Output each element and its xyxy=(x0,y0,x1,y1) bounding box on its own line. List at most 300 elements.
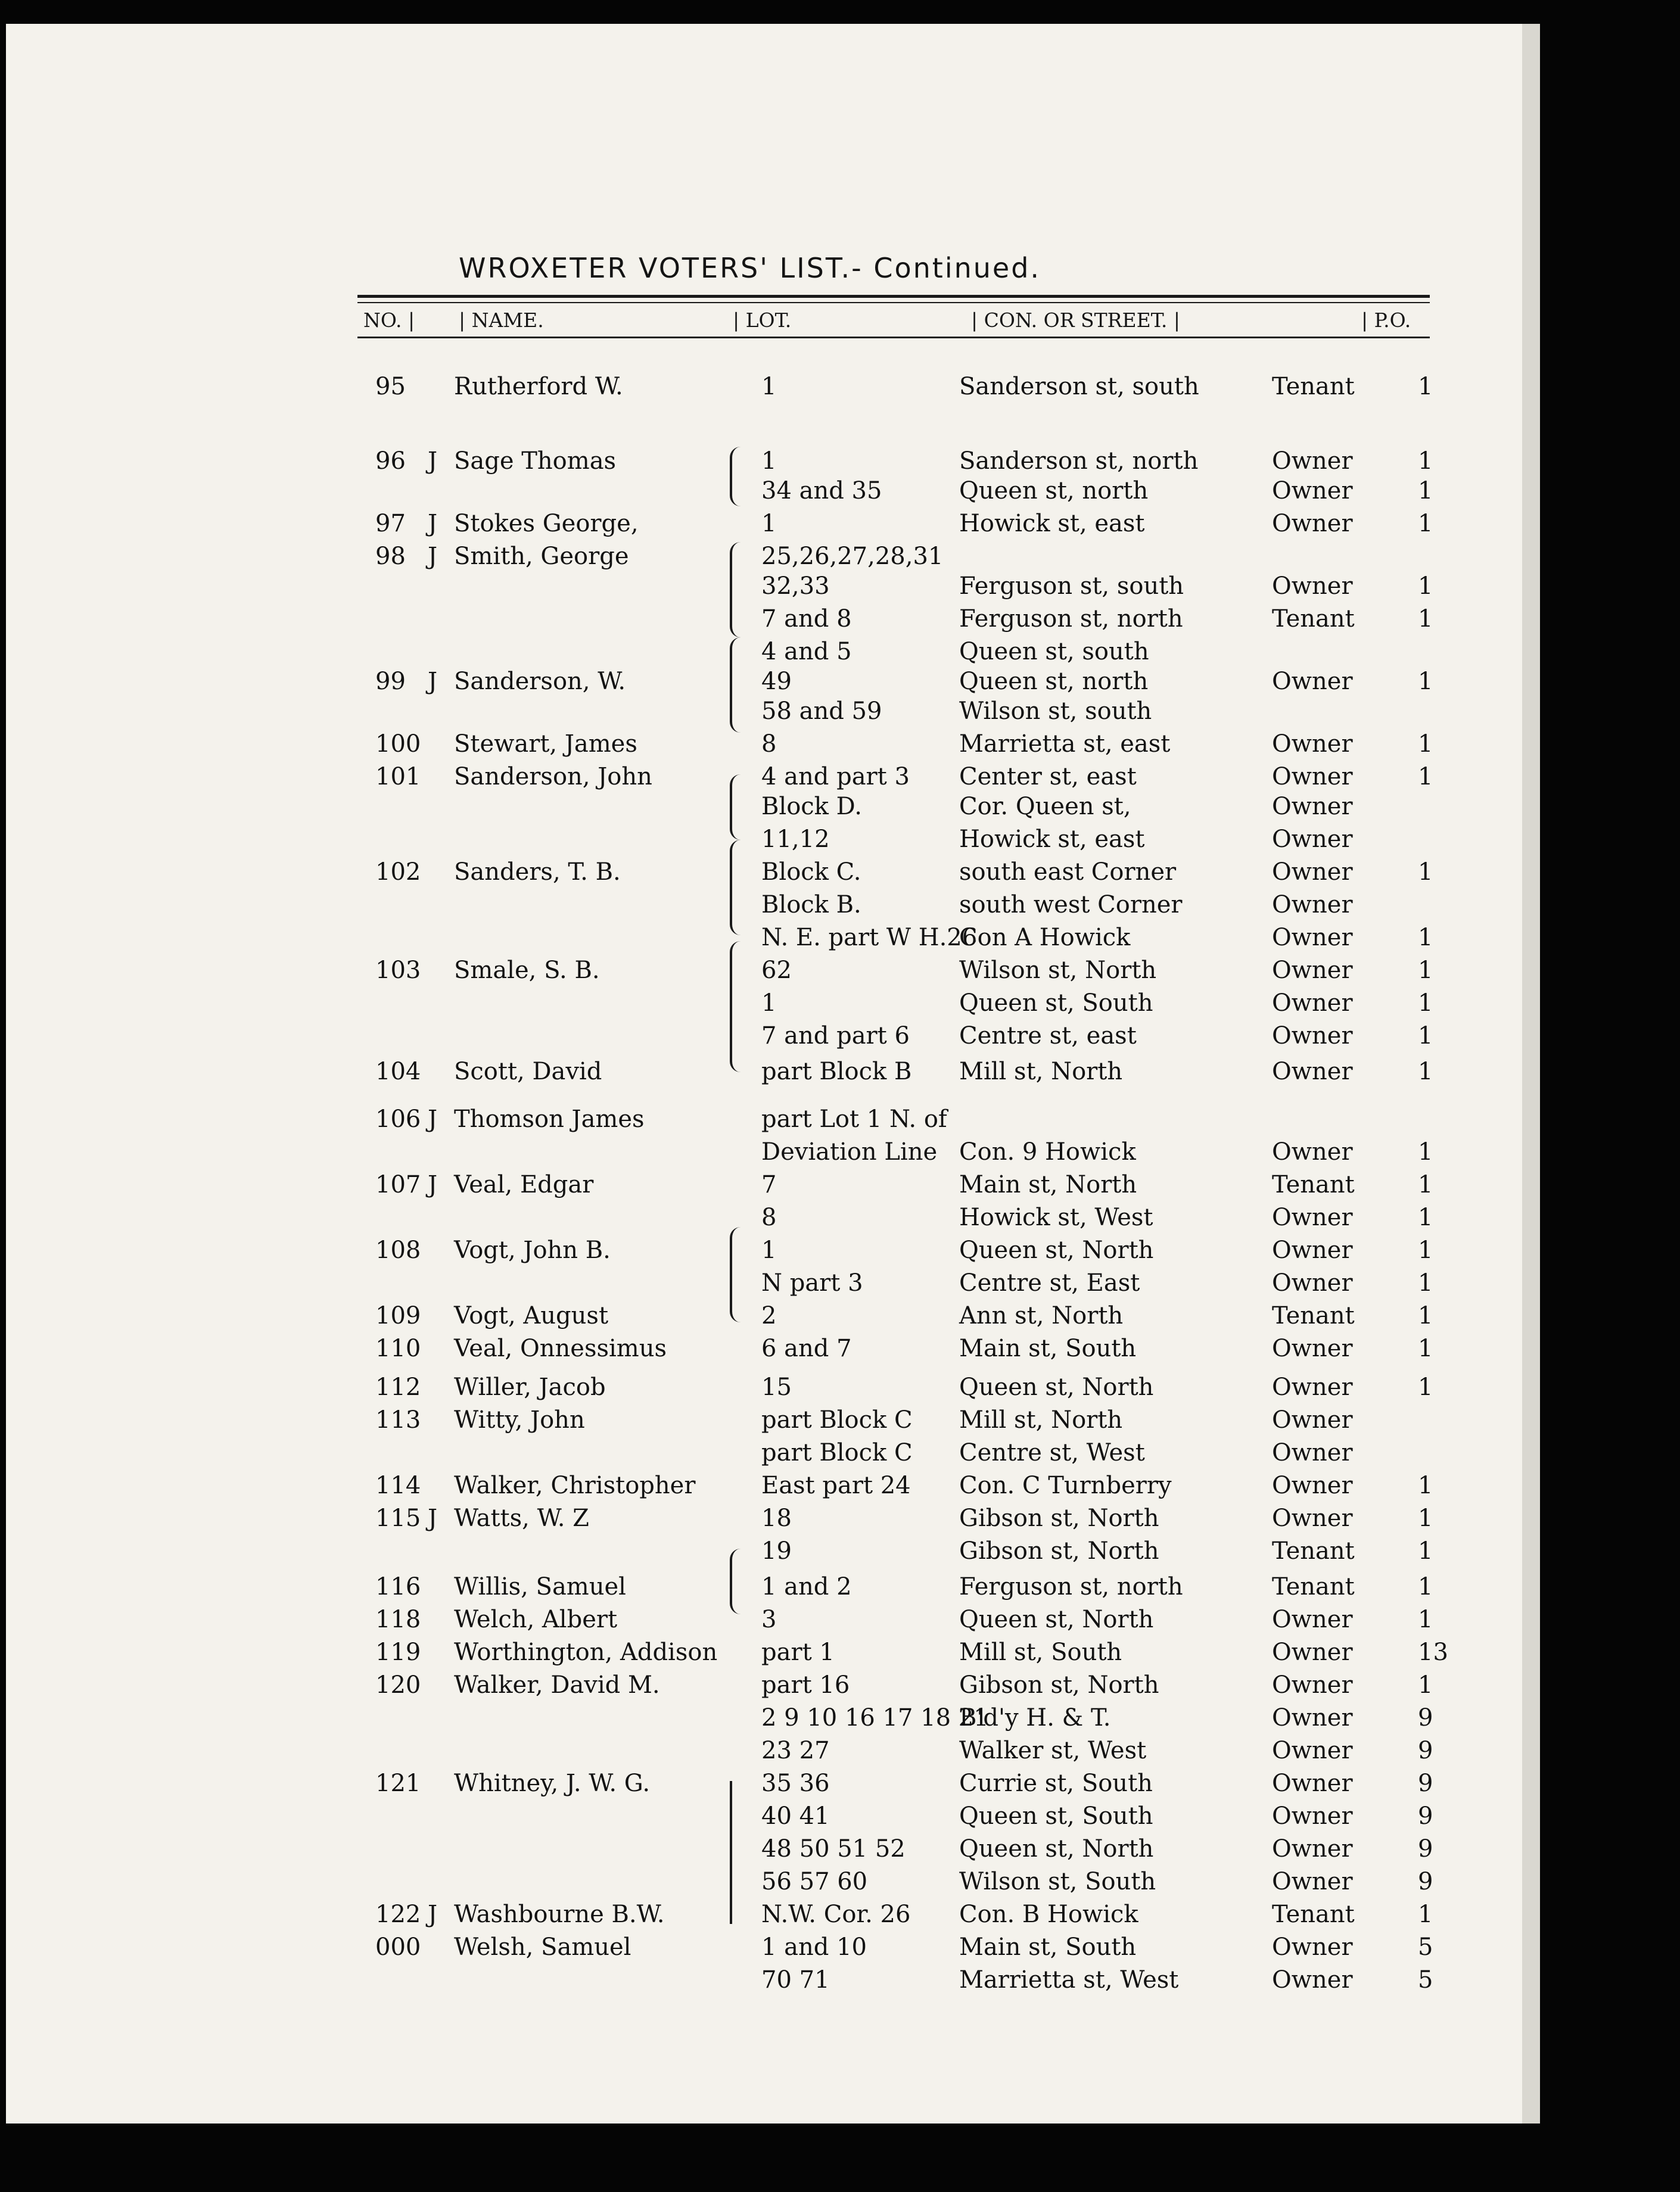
table-row xyxy=(6,1504,1531,1537)
cell-lot: 1 xyxy=(761,1237,777,1264)
cell-no: 119 xyxy=(375,1639,421,1666)
cell-con: Mill st, North xyxy=(959,1406,1123,1434)
cell-con: Queen st, south xyxy=(959,638,1149,665)
cell-status: Owner xyxy=(1272,826,1353,853)
cell-lot: 40 41 xyxy=(761,1802,830,1830)
cell-po: 1 xyxy=(1418,477,1433,505)
group-brace xyxy=(730,840,744,935)
table-row xyxy=(6,509,1531,543)
cell-name: Rutherford W. xyxy=(454,373,623,400)
table-row xyxy=(6,956,1531,989)
cell-no: 110 xyxy=(375,1335,421,1362)
cell-status: Tenant xyxy=(1272,1537,1355,1565)
cell-status: Owner xyxy=(1272,957,1353,984)
cell-j: J xyxy=(428,543,438,570)
table-row xyxy=(6,1170,1531,1204)
cell-no: 101 xyxy=(375,763,421,790)
cell-lot: East part 24 xyxy=(761,1472,911,1499)
cell-lot: 1 xyxy=(761,989,777,1017)
group-brace xyxy=(730,637,744,733)
cell-status: Owner xyxy=(1272,793,1353,820)
cell-lot: 8 xyxy=(761,730,777,758)
cell-lot: part Block C xyxy=(761,1406,913,1434)
cell-con: Main st, South xyxy=(959,1335,1137,1362)
cell-no: 106 xyxy=(375,1106,421,1133)
group-brace xyxy=(730,774,744,840)
cell-j: J xyxy=(428,1901,438,1928)
cell-status: Owner xyxy=(1272,1737,1353,1764)
table-row xyxy=(6,1057,1531,1091)
cell-lot: N.W. Cor. 26 xyxy=(761,1901,911,1928)
table-row xyxy=(6,730,1531,763)
cell-status: Owner xyxy=(1272,989,1353,1017)
cell-lot: 1 and 10 xyxy=(761,1933,867,1961)
cell-con: south west Corner xyxy=(959,891,1183,918)
cell-no: 102 xyxy=(375,858,421,886)
header-lot: | LOT. xyxy=(733,309,792,332)
cell-po: 1 xyxy=(1418,1058,1433,1085)
cell-no: 109 xyxy=(375,1302,421,1329)
cell-con: Cor. Queen st, xyxy=(959,793,1131,820)
header-no: NO. | xyxy=(363,309,415,332)
cell-name: Whitney, J. W. G. xyxy=(454,1770,651,1797)
cell-con: south east Corner xyxy=(959,858,1177,886)
cell-con: Con. B Howick xyxy=(959,1901,1138,1928)
cell-con: Queen st, north xyxy=(959,668,1149,695)
cell-name: Willer, Jacob xyxy=(454,1374,606,1401)
cell-po: 1 xyxy=(1418,1138,1433,1166)
cell-con: Queen st, North xyxy=(959,1237,1154,1264)
table-row xyxy=(6,1302,1531,1335)
cell-name: Vogt, August xyxy=(454,1302,609,1329)
table-row xyxy=(6,1605,1531,1639)
table-row xyxy=(6,792,1531,826)
cell-status: Owner xyxy=(1272,1335,1353,1362)
cell-lot: 2 xyxy=(761,1302,777,1329)
table-row xyxy=(6,1867,1531,1901)
cell-lot: Block D. xyxy=(761,793,862,820)
cell-status: Tenant xyxy=(1272,1901,1355,1928)
cell-po: 5 xyxy=(1418,1966,1433,1994)
cell-po: 1 xyxy=(1418,373,1433,400)
cell-no: 121 xyxy=(375,1770,421,1797)
cell-po: 1 xyxy=(1418,858,1433,886)
cell-no: 103 xyxy=(375,957,421,984)
cell-lot: 32,33 xyxy=(761,572,830,600)
cell-no: 97 xyxy=(375,510,406,537)
cell-po: 9 xyxy=(1418,1737,1433,1764)
cell-con: Queen st, South xyxy=(959,989,1153,1017)
cell-lot: 19 xyxy=(761,1537,792,1565)
cell-status: Owner xyxy=(1272,668,1353,695)
cell-lot: 6 and 7 xyxy=(761,1335,852,1362)
cell-name: Stokes George, xyxy=(454,510,639,537)
cell-po: 9 xyxy=(1418,1770,1433,1797)
table-row xyxy=(6,858,1531,891)
table-row xyxy=(6,1537,1531,1570)
cell-con: Centre st, East xyxy=(959,1269,1140,1297)
table-row xyxy=(6,1802,1531,1835)
table-row xyxy=(6,1671,1531,1704)
cell-status: Owner xyxy=(1272,1868,1353,1895)
cell-name: Sage Thomas xyxy=(454,447,617,475)
table-row xyxy=(6,372,1531,406)
cell-lot: 11,12 xyxy=(761,826,830,853)
cell-lot: 62 xyxy=(761,957,792,984)
cell-con: Con. 9 Howick xyxy=(959,1138,1136,1166)
cell-lot: 25,26,27,28,31 xyxy=(761,543,944,570)
cell-no: 112 xyxy=(375,1374,421,1401)
cell-po: 1 xyxy=(1418,1671,1433,1699)
table-row xyxy=(6,989,1531,1022)
cell-con: Sanderson st, north xyxy=(959,447,1199,475)
cell-lot: part Block C xyxy=(761,1439,913,1466)
table-row xyxy=(6,1736,1531,1770)
table-row xyxy=(6,1704,1531,1737)
cell-no: 118 xyxy=(375,1606,421,1633)
cell-status: Owner xyxy=(1272,1269,1353,1297)
cell-j: J xyxy=(428,510,438,537)
cell-po: 1 xyxy=(1418,1335,1433,1362)
header-po: | P.O. xyxy=(1361,309,1411,332)
cell-status: Owner xyxy=(1272,1058,1353,1085)
table-row xyxy=(6,762,1531,796)
cell-name: Thomson James xyxy=(454,1106,645,1133)
cell-name: Walker, Christopher xyxy=(454,1472,696,1499)
group-brace xyxy=(730,1227,744,1322)
document-page xyxy=(6,24,1531,2124)
table-row xyxy=(6,1966,1531,1999)
table-row xyxy=(6,825,1531,858)
cell-con: Centre st, east xyxy=(959,1022,1137,1050)
cell-lot: 3 xyxy=(761,1606,777,1633)
cell-status: Owner xyxy=(1272,510,1353,537)
table-row xyxy=(6,1900,1531,1933)
cell-status: Owner xyxy=(1272,1966,1353,1994)
cell-lot: 1 xyxy=(761,447,777,475)
cell-status: Tenant xyxy=(1272,1573,1355,1601)
cell-lot: 7 and part 6 xyxy=(761,1022,910,1050)
cell-no: 104 xyxy=(375,1058,421,1085)
cell-j: J xyxy=(428,447,438,475)
cell-lot: 15 xyxy=(761,1374,792,1401)
cell-status: Owner xyxy=(1272,1472,1353,1499)
cell-name: Veal, Edgar xyxy=(454,1171,594,1198)
cell-con: Main st, North xyxy=(959,1171,1137,1198)
cell-name: Washbourne B.W. xyxy=(454,1901,665,1928)
cell-status: Owner xyxy=(1272,924,1353,951)
cell-no: 99 xyxy=(375,668,406,695)
cell-lot: 56 57 60 xyxy=(761,1868,868,1895)
cell-con: Centre st, West xyxy=(959,1439,1145,1466)
cell-po: 1 xyxy=(1418,1606,1433,1633)
cell-con: B'd'y H. & T. xyxy=(959,1704,1111,1732)
cell-lot: 58 and 59 xyxy=(761,698,882,725)
cell-lot: part Lot 1 N. of xyxy=(761,1106,947,1133)
cell-name: Welsh, Samuel xyxy=(454,1933,631,1961)
cell-name: Sanders, T. B. xyxy=(454,858,621,886)
cell-lot: 1 xyxy=(761,510,777,537)
cell-status: Owner xyxy=(1272,1835,1353,1863)
cell-po: 1 xyxy=(1418,1901,1433,1928)
cell-status: Owner xyxy=(1272,1802,1353,1830)
cell-po: 1 xyxy=(1418,1302,1433,1329)
cell-name: Smith, George xyxy=(454,543,629,570)
cell-status: Owner xyxy=(1272,1022,1353,1050)
cell-con: Gibson st, North xyxy=(959,1671,1159,1699)
cell-no: 122 xyxy=(375,1901,421,1928)
cell-lot: 7 and 8 xyxy=(761,605,852,633)
cell-con: Mill st, South xyxy=(959,1639,1122,1666)
table-row xyxy=(6,890,1531,924)
cell-name: Welch, Albert xyxy=(454,1606,618,1633)
cell-status: Owner xyxy=(1272,1639,1353,1666)
table-row xyxy=(6,1203,1531,1237)
cell-po: 1 xyxy=(1418,1022,1433,1050)
cell-name: Willis, Samuel xyxy=(454,1573,626,1601)
group-brace xyxy=(730,1549,744,1614)
cell-status: Tenant xyxy=(1272,1171,1355,1198)
cell-con: Mill st, North xyxy=(959,1058,1123,1085)
cell-po: 1 xyxy=(1418,1472,1433,1499)
cell-lot: part Block B xyxy=(761,1058,912,1085)
cell-con: Center st, east xyxy=(959,763,1137,790)
table-row xyxy=(6,1573,1531,1606)
header-name: | NAME. xyxy=(459,309,544,332)
table-row xyxy=(6,1105,1531,1138)
group-brace xyxy=(730,447,744,506)
cell-lot: 35 36 xyxy=(761,1770,830,1797)
cell-po: 1 xyxy=(1418,1537,1433,1565)
cell-po: 1 xyxy=(1418,957,1433,984)
cell-j: J xyxy=(428,1106,438,1133)
cell-po: 1 xyxy=(1418,605,1433,633)
cell-status: Tenant xyxy=(1272,373,1355,400)
table-row xyxy=(6,1022,1531,1055)
header-rule xyxy=(357,337,1430,338)
cell-con: Queen st, North xyxy=(959,1835,1154,1863)
cell-po: 1 xyxy=(1418,1573,1433,1601)
cell-status: Owner xyxy=(1272,1671,1353,1699)
cell-con: Ferguson st, north xyxy=(959,605,1183,633)
cell-po: 5 xyxy=(1418,1933,1433,1961)
cell-con: Queen st, North xyxy=(959,1606,1154,1633)
cell-status: Owner xyxy=(1272,1505,1353,1532)
cell-po: 1 xyxy=(1418,1204,1433,1231)
cell-po: 1 xyxy=(1418,924,1433,951)
cell-con: Ferguson st, south xyxy=(959,572,1184,600)
cell-lot: 48 50 51 52 xyxy=(761,1835,906,1863)
cell-con: Ferguson st, north xyxy=(959,1573,1183,1601)
cell-status: Owner xyxy=(1272,1439,1353,1466)
cell-lot: Block B. xyxy=(761,891,861,918)
cell-po: 9 xyxy=(1418,1868,1433,1895)
cell-lot: Deviation Line xyxy=(761,1138,938,1166)
cell-name: Sanderson, W. xyxy=(454,668,626,695)
table-row xyxy=(6,667,1531,700)
cell-no: 113 xyxy=(375,1406,421,1434)
cell-status: Owner xyxy=(1272,1770,1353,1797)
table-row xyxy=(6,923,1531,957)
cell-no: 95 xyxy=(375,373,406,400)
cell-po: 1 xyxy=(1418,510,1433,537)
cell-name: Watts, W. Z xyxy=(454,1505,589,1532)
cell-po: 1 xyxy=(1418,1237,1433,1264)
cell-lot: 34 and 35 xyxy=(761,477,882,505)
cell-con: Howick st, east xyxy=(959,826,1145,853)
cell-po: 9 xyxy=(1418,1802,1433,1830)
group-brace xyxy=(730,941,744,1072)
cell-name: Vogt, John B. xyxy=(454,1237,611,1264)
cell-po: 13 xyxy=(1418,1639,1448,1666)
cell-lot: 70 71 xyxy=(761,1966,830,1994)
table-row xyxy=(6,1835,1531,1868)
cell-con: Howick st, West xyxy=(959,1204,1153,1231)
cell-lot: 1 xyxy=(761,373,777,400)
cell-con: Wilson st, south xyxy=(959,698,1152,725)
cell-lot: part 16 xyxy=(761,1671,850,1699)
table-row xyxy=(6,1138,1531,1171)
cell-name: Stewart, James xyxy=(454,730,637,758)
cell-status: Owner xyxy=(1272,1237,1353,1264)
cell-no: 100 xyxy=(375,730,421,758)
cell-no: 000 xyxy=(375,1933,421,1961)
cell-name: Walker, David M. xyxy=(454,1671,660,1699)
cell-status: Owner xyxy=(1272,1204,1353,1231)
table-row xyxy=(6,697,1531,730)
cell-po: 1 xyxy=(1418,763,1433,790)
cell-con: Marrietta st, West xyxy=(959,1966,1179,1994)
table-row xyxy=(6,1769,1531,1802)
cell-no: 98 xyxy=(375,543,406,570)
cell-no: 120 xyxy=(375,1671,421,1699)
cell-po: 1 xyxy=(1418,1505,1433,1532)
cell-status: Owner xyxy=(1272,1374,1353,1401)
cell-lot: 4 and part 3 xyxy=(761,763,910,790)
header-rule xyxy=(357,302,1430,303)
table-row xyxy=(6,477,1531,510)
cell-lot: 18 xyxy=(761,1505,792,1532)
cell-name: Veal, Onnessimus xyxy=(454,1335,667,1362)
cell-status: Owner xyxy=(1272,1406,1353,1434)
cell-con: Con A Howick xyxy=(959,924,1131,951)
cell-j: J xyxy=(428,1505,438,1532)
group-brace xyxy=(730,542,744,637)
cell-status: Owner xyxy=(1272,1933,1353,1961)
cell-po: 1 xyxy=(1418,447,1433,475)
group-brace xyxy=(730,1781,744,1924)
cell-con: Wilson st, South xyxy=(959,1868,1156,1895)
header-con: | CON. OR STREET. | xyxy=(971,309,1180,332)
cell-lot: N part 3 xyxy=(761,1269,863,1297)
cell-status: Owner xyxy=(1272,763,1353,790)
cell-con: Howick st, east xyxy=(959,510,1145,537)
cell-lot: 7 xyxy=(761,1171,777,1198)
cell-status: Tenant xyxy=(1272,1302,1355,1329)
cell-status: Owner xyxy=(1272,477,1353,505)
cell-name: Smale, S. B. xyxy=(454,957,600,984)
cell-po: 1 xyxy=(1418,989,1433,1017)
cell-con: Wilson st, North xyxy=(959,957,1157,984)
cell-name: Worthington, Addison xyxy=(454,1639,718,1666)
cell-po: 1 xyxy=(1418,730,1433,758)
page-title: WROXETER VOTERS' LIST.- Continued. xyxy=(459,252,1041,284)
cell-no: 114 xyxy=(375,1472,421,1499)
table-row xyxy=(6,605,1531,638)
cell-con: Sanderson st, south xyxy=(959,373,1199,400)
table-row xyxy=(6,542,1531,575)
cell-no: 115 xyxy=(375,1505,421,1532)
cell-lot: N. E. part W H.26 xyxy=(761,924,978,951)
table-row xyxy=(6,637,1531,671)
table-row xyxy=(6,1373,1531,1406)
cell-status: Owner xyxy=(1272,891,1353,918)
cell-no: 107 xyxy=(375,1171,421,1198)
cell-po: 1 xyxy=(1418,1171,1433,1198)
cell-status: Tenant xyxy=(1272,605,1355,633)
cell-po: 1 xyxy=(1418,1374,1433,1401)
table-row xyxy=(6,1406,1531,1439)
cell-name: Witty, John xyxy=(454,1406,585,1434)
cell-j: J xyxy=(428,1171,438,1198)
cell-con: Gibson st, North xyxy=(959,1537,1159,1565)
table-row xyxy=(6,1933,1531,1966)
cell-status: Owner xyxy=(1272,1606,1353,1633)
cell-con: Main st, South xyxy=(959,1933,1137,1961)
cell-j: J xyxy=(428,668,438,695)
cell-status: Owner xyxy=(1272,572,1353,600)
cell-lot: 8 xyxy=(761,1204,777,1231)
cell-con: Marrietta st, east xyxy=(959,730,1171,758)
cell-no: 96 xyxy=(375,447,406,475)
cell-lot: Block C. xyxy=(761,858,861,886)
table-row xyxy=(6,1471,1531,1505)
cell-con: Queen st, South xyxy=(959,1802,1153,1830)
table-row xyxy=(6,1269,1531,1302)
cell-status: Owner xyxy=(1272,730,1353,758)
page-edge xyxy=(1522,24,1540,2124)
cell-lot: part 1 xyxy=(761,1639,835,1666)
table-row xyxy=(6,1638,1531,1671)
cell-con: Walker st, West xyxy=(959,1737,1147,1764)
cell-con: Currie st, South xyxy=(959,1770,1153,1797)
cell-lot: 23 27 xyxy=(761,1737,830,1764)
cell-po: 1 xyxy=(1418,1269,1433,1297)
cell-no: 108 xyxy=(375,1237,421,1264)
cell-lot: 4 and 5 xyxy=(761,638,852,665)
cell-status: Owner xyxy=(1272,1138,1353,1166)
cell-con: Gibson st, North xyxy=(959,1505,1159,1532)
cell-status: Owner xyxy=(1272,858,1353,886)
table-row xyxy=(6,1334,1531,1368)
table-row xyxy=(6,572,1531,605)
cell-con: Con. C Turnberry xyxy=(959,1472,1172,1499)
cell-status: Owner xyxy=(1272,1704,1353,1732)
cell-po: 9 xyxy=(1418,1835,1433,1863)
header-rule xyxy=(357,295,1430,298)
cell-con: Queen st, north xyxy=(959,477,1149,505)
cell-con: Ann st, North xyxy=(959,1302,1124,1329)
cell-po: 1 xyxy=(1418,572,1433,600)
cell-name: Sanderson, John xyxy=(454,763,652,790)
table-row xyxy=(6,1236,1531,1269)
cell-lot: 1 and 2 xyxy=(761,1573,852,1601)
cell-lot: 49 xyxy=(761,668,792,695)
cell-po: 1 xyxy=(1418,668,1433,695)
cell-name: Scott, David xyxy=(454,1058,602,1085)
cell-lot: 2 9 10 16 17 18 21 xyxy=(761,1704,989,1732)
cell-status: Owner xyxy=(1272,447,1353,475)
